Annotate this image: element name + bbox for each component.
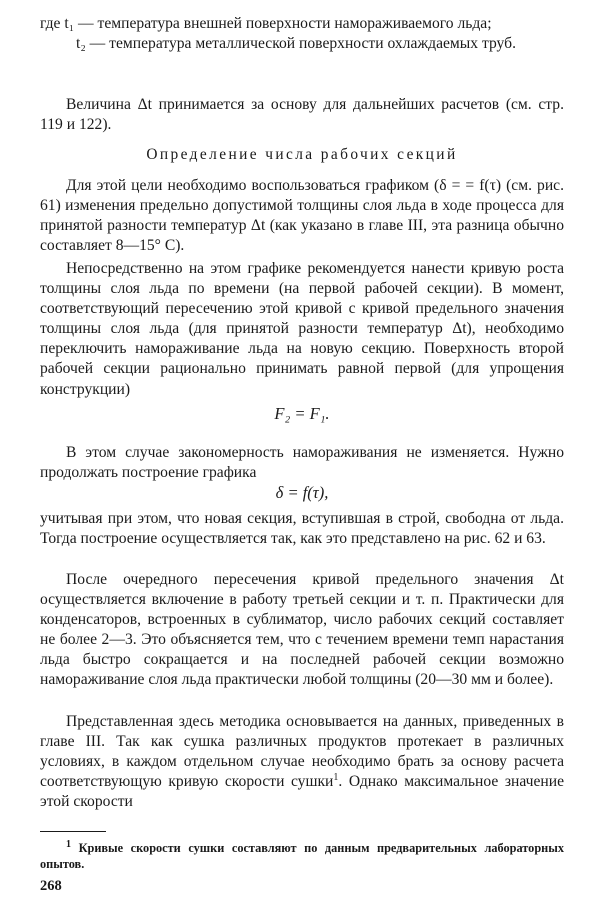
- page-number: 268: [40, 878, 62, 894]
- page-number-block: [40, 876, 564, 896]
- paragraph-6: Представленная здесь методика основывается на данных, приведенных в главе III. Так как сушка различных продуктов протекает в различных условиях, в каждом отдельном случае необходимо брать за основу расчета соответствующую кривую скорости сушки$^1$. Однако максимальное значение этой скорости: [40, 713, 564, 811]
- footnote-reference: 1: [333, 772, 339, 784]
- paragraph-2: Непосредственно на этом графике рекомендуется нанести кривую роста толщины слоя льда по времени (на первой рабочей секции). В момент, соответствующий пересечению этой кривой с кривой предельного значения толщины слоя льда (для принятой разности температур Δt), необходимо переключить намораживание льда на новую секцию. Поверхность второй рабочей секции рационально принимать равной первой (для упрощения конструкции): [40, 260, 564, 398]
- paragraph-1: Для этой цели необходимо воспользоваться графиком (δ = = f(τ) (см. рис. 61) изменения предельно допустимой толщины слоя льда в ходе процесса для принятой разности температур Δt (как указано в главе III, эта разница обычно составляет 8—15° С).: [40, 177, 564, 255]
- definition-t1: где t₁ — температура внешней поверхности намораживаемого льда;: [40, 15, 492, 32]
- paragraph-3: В этом случае закономерность намораживания не изменяется. Нужно продолжать построение графика: [40, 444, 564, 482]
- book-page: [40, 0, 564, 905]
- definition-t2: t₂ — температура металлической поверхности охлаждаемых труб.: [76, 35, 516, 53]
- footnote-mark: 1: [66, 838, 71, 850]
- paragraph-5: После очередного пересечения кривой предельного значения Δt осуществляется включение в работу третьей секции и т. п. Практически для конденсаторов, встроенных в сублиматор, число рабочих секций составляет не более 2—3. Это объясняется тем, что с течением времени темп нарастания льда быстро сокращается и на последней рабочей секции возможно намораживание слоя льда практически любой толщины (20—30 мм и более).: [40, 571, 564, 689]
- paragraph-4: учитывая при этом, что новая секция, вступившая в строй, свободна от льда. Тогда построение осуществляется так, как это представлено на рис. 62 и 63.: [40, 510, 564, 548]
- delta-paragraph: Величина Δt принимается за основу для дальнейших расчетов (см. стр. 119 и 122).: [40, 96, 564, 134]
- definitions: [40, 14, 564, 54]
- section-heading: Определение числа рабочих секций: [146, 146, 458, 163]
- formula-1: F₂ = F₁.: [274, 404, 330, 423]
- footnote-divider: [40, 831, 106, 832]
- formula-2: δ = f(τ),: [275, 483, 329, 502]
- footnote: $^1$ Кривые скорости сушки составляют по данным предварительных лабораторных опытов.: [40, 838, 564, 871]
